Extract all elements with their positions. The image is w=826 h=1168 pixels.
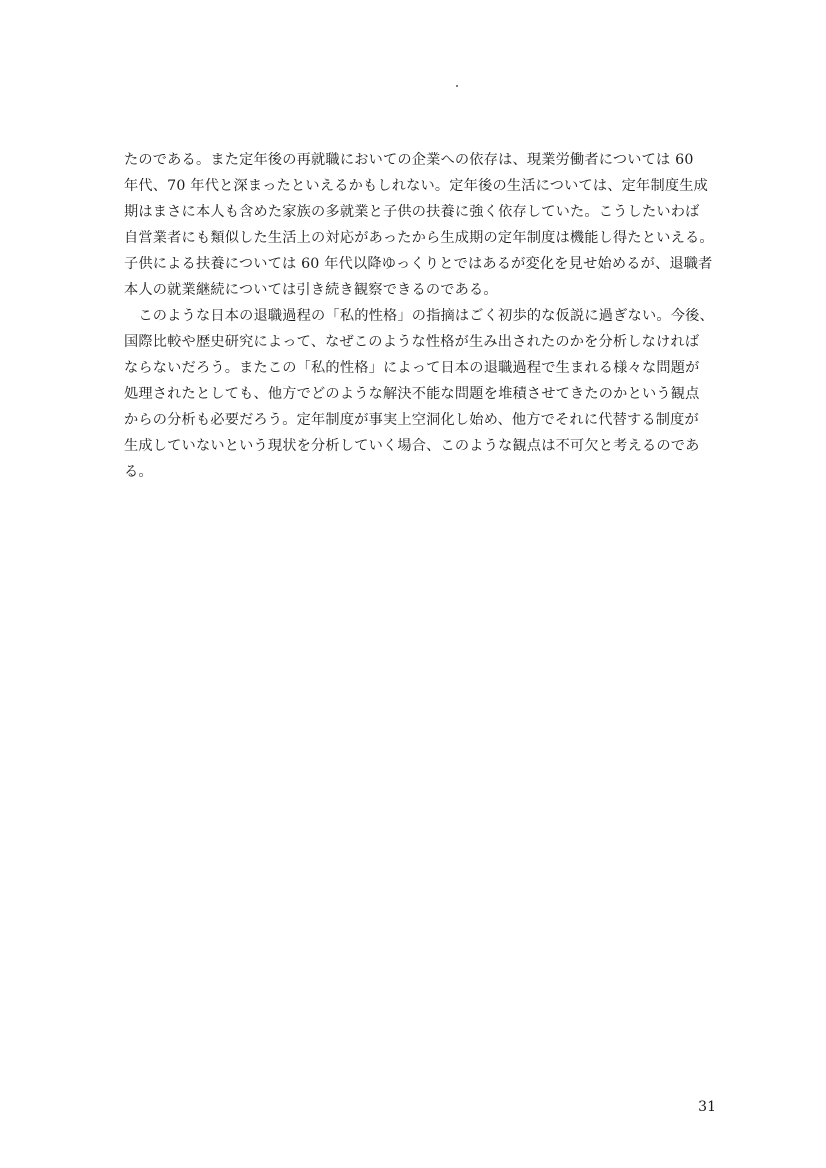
body-text (124, 147, 716, 485)
text-line: 本人の就業継続については引き続き観察できるのである。 (124, 282, 498, 298)
text-line: ならないだろう。またこの「私的性格」によって日本の退職過程で生まれる様々な問題が (124, 360, 700, 376)
text-line: 自営業者にも類似した生活上の対応があったから生成期の定年制度は機能し得たといえる。 (124, 230, 714, 246)
text-line: 国際比較や歴史研究によって、なぜこのような性格が生み出されたのかを分析しなければ (124, 334, 700, 350)
text-line: からの分析も必要だろう。定年制度が事実上空洞化し始め、他方でそれに代替する制度が (124, 412, 699, 428)
text-line: 生成していないという現状を分析していく場合、このような観点は不可欠と考えるのであ (124, 438, 700, 454)
page-number: 31 (698, 1099, 716, 1115)
text-line: 期はまさに本人も含めた家族の多就業と子供の扶養に強く依存していた。こうしたいわば (124, 204, 700, 220)
text-line: たのである。また定年後の再就職においての企業への依存は、現業労働者については 60 (124, 152, 694, 168)
text-line: 子供による扶養については 60 年代以降ゆっくりとではあるが変化を見せ始めるが、退職者 (124, 256, 713, 272)
text-line: 処理されたとしても、他方でどのような解決不能な問題を堆積させてきたのかという観点 (124, 386, 700, 402)
scan-mark (456, 85, 458, 87)
text-line: る。 (124, 464, 153, 480)
text-line: このような日本の退職過程の「私的性格」の指摘はごく初歩的な仮説に過ぎない。今後、 (124, 308, 714, 324)
text-line: 年代、70 年代と深まったといえるかもしれない。定年後の生活については、定年制度生成 (124, 178, 708, 194)
